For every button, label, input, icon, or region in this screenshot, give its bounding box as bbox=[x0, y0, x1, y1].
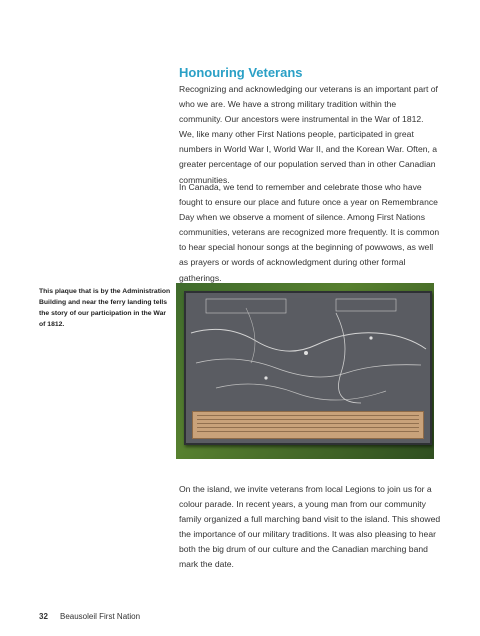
section-heading: Honouring Veterans bbox=[179, 65, 303, 80]
page-number: 32 bbox=[39, 612, 48, 621]
plaque-image bbox=[184, 291, 432, 445]
photo-caption: This plaque that is by the Administration Building and near the ferry landing tells the story of our participation in the War of 1812. bbox=[39, 288, 171, 328]
paragraph-colour-parade: On the island, we invite veterans from local Legions to join us for a colour parade. In recent years, a young man from our community family organized a full marching band visit to the island. This showed the importance of our military traditions. It was also pleasing to hear both the big drum of our culture and the Canadian marching band mark the date. bbox=[179, 484, 441, 570]
plaque-photo bbox=[176, 283, 434, 459]
plaque-text-band bbox=[192, 411, 424, 439]
paragraph-veterans-intro: Recognizing and acknowledging our veterans is an important part of who we are. We have a strong military tradition within the community. Our ancestors were instrumental in the War of 1812. We, like many other First Nations people, participated in great numbers in World War I, World War II, and the Korean War. Often, a greater percentage of our population served than in other Canadian communities. bbox=[179, 84, 438, 185]
publication-name: Beausoleil First Nation bbox=[60, 612, 141, 621]
paragraph-remembrance: In Canada, we tend to remember and celebrate those who have fought to ensure our place and future once a year on Remembrance Day when we observe a moment of silence. Among First Nations communities, veterans are recognized more frequently. It is common to hear special honour songs at the beginning of powwows, as well as prayers or words of acknowledgment during other formal gatherings. bbox=[179, 182, 440, 283]
